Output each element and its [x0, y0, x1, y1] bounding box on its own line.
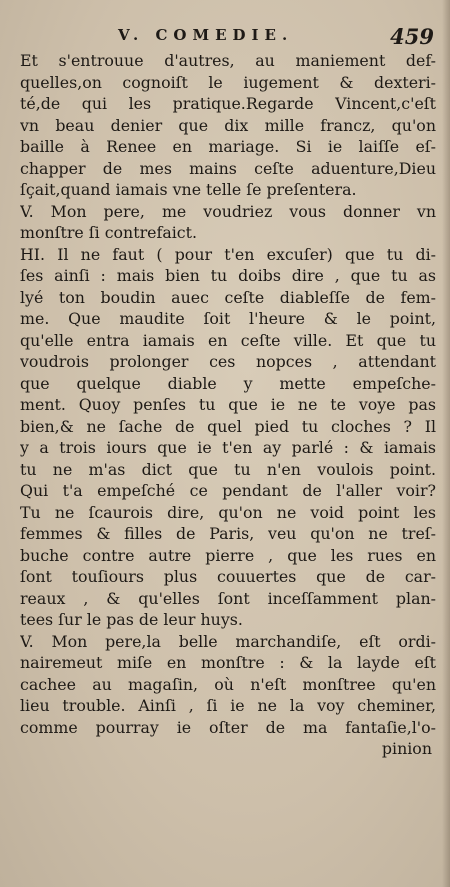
text-line: vn beau denier que dix mille francz, qu'on: [20, 115, 436, 135]
text-line: V. Mon pere,la belle marchandiſe, eſt ordi-: [20, 631, 436, 651]
text-line: tees ſur le pas de leur huys.: [20, 610, 243, 629]
text-line: y a trois iours que ie t'en ay parlé : & iamais: [20, 438, 436, 457]
text-line: Tu ne ſcaurois dire, qu'on ne void point les: [20, 502, 436, 522]
text-line: voudrois prolonger ces nopces , attendant: [20, 352, 436, 371]
text-line: reaux , & qu'elles ſont inceſſamment plan-: [20, 588, 436, 608]
text-line: lieu trouble. Ainſi , ſi ie ne la voy cheminer,: [20, 696, 436, 715]
text-line: ſçait,quand iamais vne telle ſe preſentera.: [20, 180, 357, 199]
text-line: HI. Il ne faut ( pour t'en excuſer) que tu di-: [20, 244, 436, 264]
text-line: quelles,on cognoiſt le iugement & dexteri-: [20, 72, 436, 92]
text-line: V. Mon pere, me voudriez vous donner vn: [20, 201, 436, 221]
text-line: cachee au magaſin, où n'eſt monſtree qu'en: [20, 674, 436, 694]
text-line: Qui t'a empeſché ce pendant de l'aller voir?: [20, 481, 436, 500]
catchword: pinion: [381, 739, 432, 758]
text-line: femmes & filles de Paris, veu qu'on ne treſ-: [20, 524, 436, 543]
page-edge-shadow: [442, 0, 450, 887]
text-line: comme pourray ie oſter de ma fantaſie,l'o-: [20, 717, 436, 737]
page-number: 459: [390, 24, 434, 49]
text-line: chapper de mes mains ceſte aduenture,Dieu: [20, 158, 436, 178]
text-line: nairemeut miſe en monſtre : & la layde eſt: [20, 653, 436, 672]
text-line: baille à Renee en mariage. Si ie laiſſe eſ-: [20, 137, 436, 156]
text-line: ment. Quoy penſes tu que ie ne te voye pas: [20, 395, 436, 414]
page-header: [0, 26, 450, 50]
text-line: que quelque diable y mette empeſche-: [20, 373, 436, 393]
text-line: me. Que maudite ſoit l'heure & le point,: [20, 309, 436, 328]
text-line: tu ne m'as dict que tu n'en voulois point.: [20, 459, 436, 479]
text-line: té,de qui les pratique.Regarde Vincent,c'eſt: [20, 94, 436, 113]
text-line: ſont touſiours plus couuertes que de car-: [20, 567, 436, 586]
text-line: monſtre ſi contrefaict.: [20, 223, 198, 242]
text-line: Et s'entrouue d'autres, au maniement def-: [20, 51, 436, 70]
running-title: V. COMEDIE.: [118, 26, 294, 44]
text-line: buche contre autre pierre , que les rues en: [20, 545, 436, 565]
text-line: ſes ainſi : mais bien tu doibs dire , que tu as: [20, 266, 436, 285]
text-line: bien,& ne ſache de quel pied tu cloches ? Il: [20, 416, 436, 436]
text-line: qu'elle entra iamais en ceſte ville. Et que tu: [20, 330, 436, 350]
text-line: lyé ton boudin auec ceſte diableſſe de fem-: [20, 287, 436, 307]
text-block: [20, 50, 436, 760]
